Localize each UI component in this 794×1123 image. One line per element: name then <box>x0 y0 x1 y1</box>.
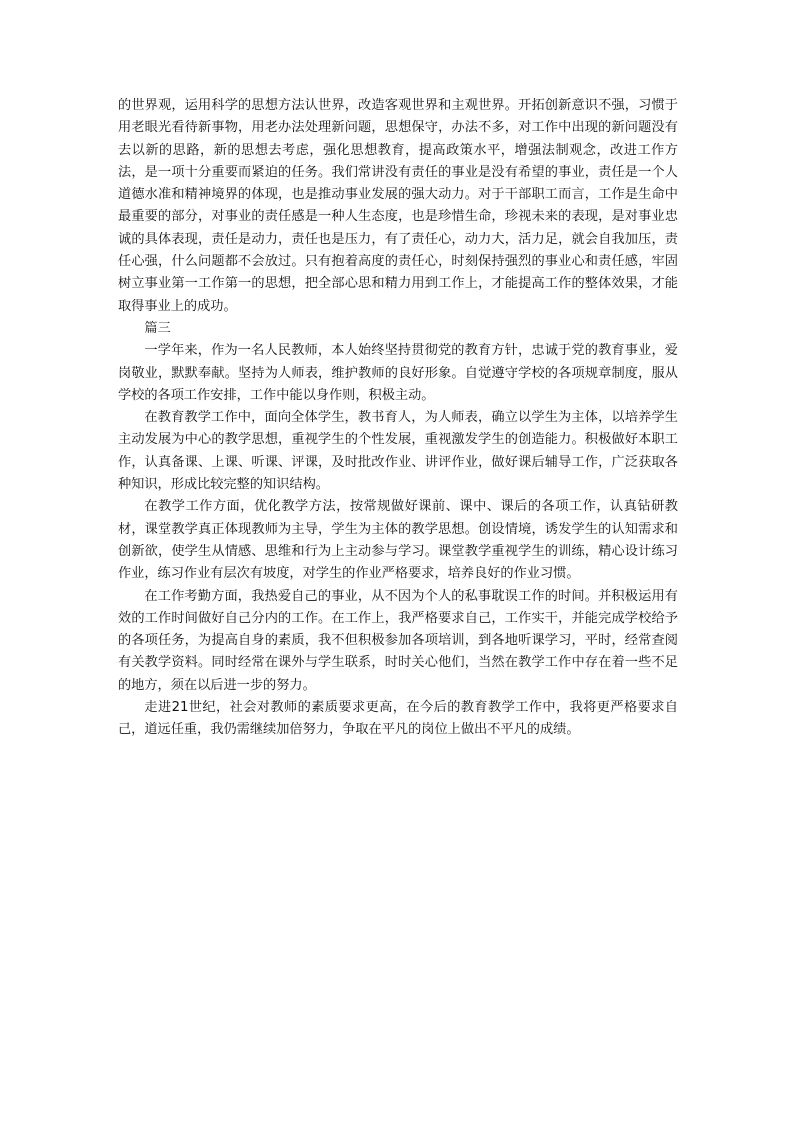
paragraph: 走进21世纪，社会对教师的素质要求更高，在今后的教育教学工作中，我将更严格要求自己，道远任重，我仍需继续加倍努力，争取在平凡的岗位上做出不平凡的成绩。 <box>118 700 678 738</box>
paragraph: 在教育教学工作中，面向全体学生，教书育人，为人师表，确立以学生为主体，以培养学生主动发展为中心的教学思想，重视学生的个性发展，重视激发学生的创造能力。积极做好本职工作，认真备课、上课、听课、评课，及时批改作业、讲评作业，做好课后辅导工作，广泛获取各种知识，形成比较完整的知识结构。 <box>118 410 678 493</box>
document-page <box>118 95 678 742</box>
section-heading: 篇三 <box>144 320 171 336</box>
paragraph: 在教学工作方面，优化教学方法，按常规做好课前、课中、课后的各项工作，认真钻研教材，课堂教学真正体现教师为主导，学生为主体的教学思想。创设情境，诱发学生的认知需求和创新欲，使学生从情感、思维和行为上主动参与学习。课堂教学重视学生的训练，精心设计练习作业，练习作业有层次有坡度，对学生的作业严格要求，培养良好的作业习惯。 <box>118 499 678 582</box>
paragraph: 一学年来，作为一名人民教师，本人始终坚持贯彻党的教育方针，忠诚于党的教育事业，爱岗敬业，默默奉献。坚持为人师表，维护教师的良好形象。自觉遵守学校的各项规章制度，服从学校的各项工作安排，工作中能以身作则，积极主动。 <box>118 343 678 403</box>
paragraph: 在工作考勤方面，我热爱自己的事业，从不因为个人的私事耽误工作的时间。并积极运用有效的工作时间做好自己分内的工作。在工作上，我严格要求自己，工作实干，并能完成学校给予的各项任务，为提高自身的素质，我不但积极参加各项培训，到各地听课学习，平时，经常查阅有关教学资料。同时经常在课外与学生联系，时时关心他们，当然在教学工作中存在着一些不足的地方，须在以后进一步的努力。 <box>118 588 678 693</box>
paragraph-continuation: 的世界观，运用科学的思想方法认世界，改造客观世界和主观世界。开拓创新意识不强，习惯于用老眼光看待新事物，用老办法处理新问题，思想保守，办法不多，对工作中出现的新问题没有去以新的思路，新的思想去考虑，强化思想教育，提高政策水平，增强法制观念，改进工作方法，是一项十分重要而紧迫的任务。我们常讲没有责任的事业是没有希望的事业，责任是一个人道德水准和精神境界的体现，也是推动事业发展的强大动力。对于干部职工而言，工作是生命中最重要的部分，对事业的责任感是一种人生态度，也是珍惜生命，珍视未来的表现，是对事业忠诚的具体表现，责任是动力，责任也是压力，有了责任心，动力大，活力足，就会自我加压，责任心强，什么问题都不会放过。只有抱着高度的责任心，时刻保持强烈的事业心和责任感，牢固树立事业第一工作第一的思想，把全部心思和精力用到工作上，才能提高工作的整体效果，才能取得事业上的成功。 <box>118 98 678 314</box>
